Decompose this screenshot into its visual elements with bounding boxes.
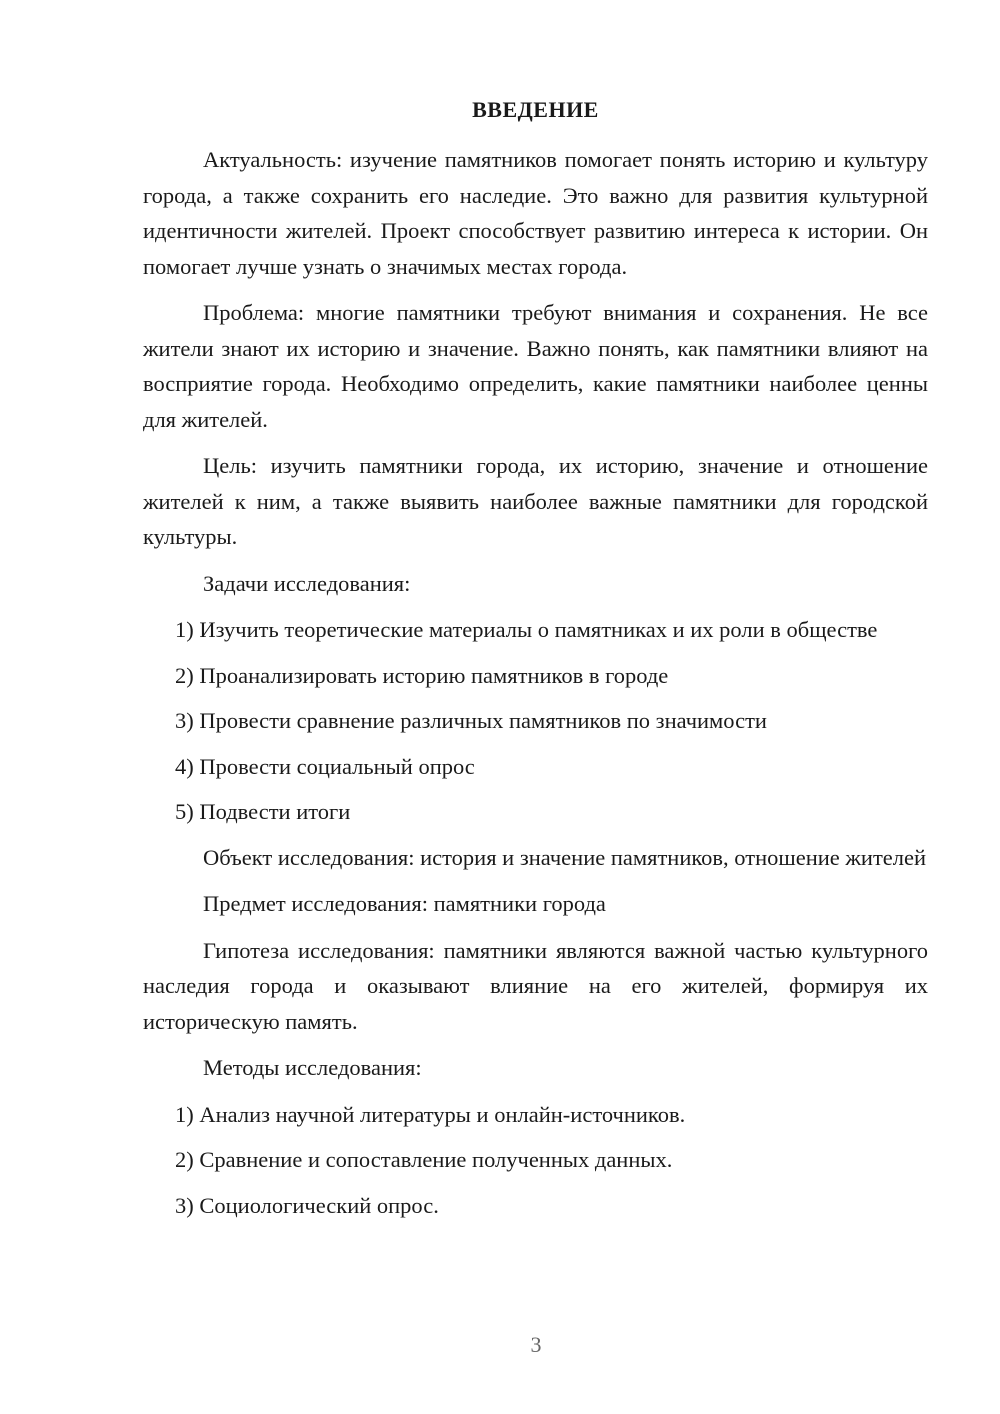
document-page	[143, 96, 928, 1233]
page-number: 3	[530, 1332, 542, 1357]
relevance-paragraph: Актуальность: изучение памятников помогает понять историю и культуру города, а также сохранить его наследие. Это важно для развития культурной идентичности жителей. Проект способствует развитию интереса к истории. Он помогает лучше узнать о значимых местах города.	[143, 147, 928, 279]
task-item: 1) Изучить теоретические материалы о памятниках и их роли в обществе	[175, 617, 878, 642]
subject-paragraph: Предмет исследования: памятники города	[203, 891, 606, 916]
problem-paragraph: Проблема: многие памятники требуют внимания и сохранения. Не все жители знают их историю и значение. Важно понять, как памятники влияют на восприятие города. Необходимо определить, какие памятники наиболее ценны для жителей.	[143, 300, 928, 432]
tasks-heading: Задачи исследования:	[203, 570, 411, 596]
method-item: 1) Анализ научной литературы и онлайн-источников.	[175, 1101, 686, 1127]
task-item: 2) Проанализировать историю памятников в городе	[175, 662, 669, 688]
method-item: 2) Сравнение и сопоставление полученных данных.	[175, 1147, 673, 1172]
task-item: 4) Провести социальный опрос	[175, 753, 475, 779]
object-paragraph: Объект исследования: история и значение памятников, отношение жителей	[203, 844, 927, 870]
task-item: 5) Подвести итоги	[175, 799, 351, 824]
task-item: 3) Провести сравнение различных памятников по значимости	[175, 708, 767, 733]
method-item: 3) Социологический опрос.	[175, 1192, 439, 1218]
goal-paragraph: Цель: изучить памятники города, их историю, значение и отношение жителей к ним, а также выявить наиболее важные памятники для городской культуры.	[143, 453, 928, 549]
page-title: ВВЕДЕНИЕ	[472, 97, 599, 122]
methods-heading: Методы исследования:	[203, 1055, 422, 1080]
hypothesis-paragraph: Гипотеза исследования: памятники являются важной частью культурного наследия города и оказывают влияние на его жителей, формируя их историческую память.	[143, 937, 928, 1034]
